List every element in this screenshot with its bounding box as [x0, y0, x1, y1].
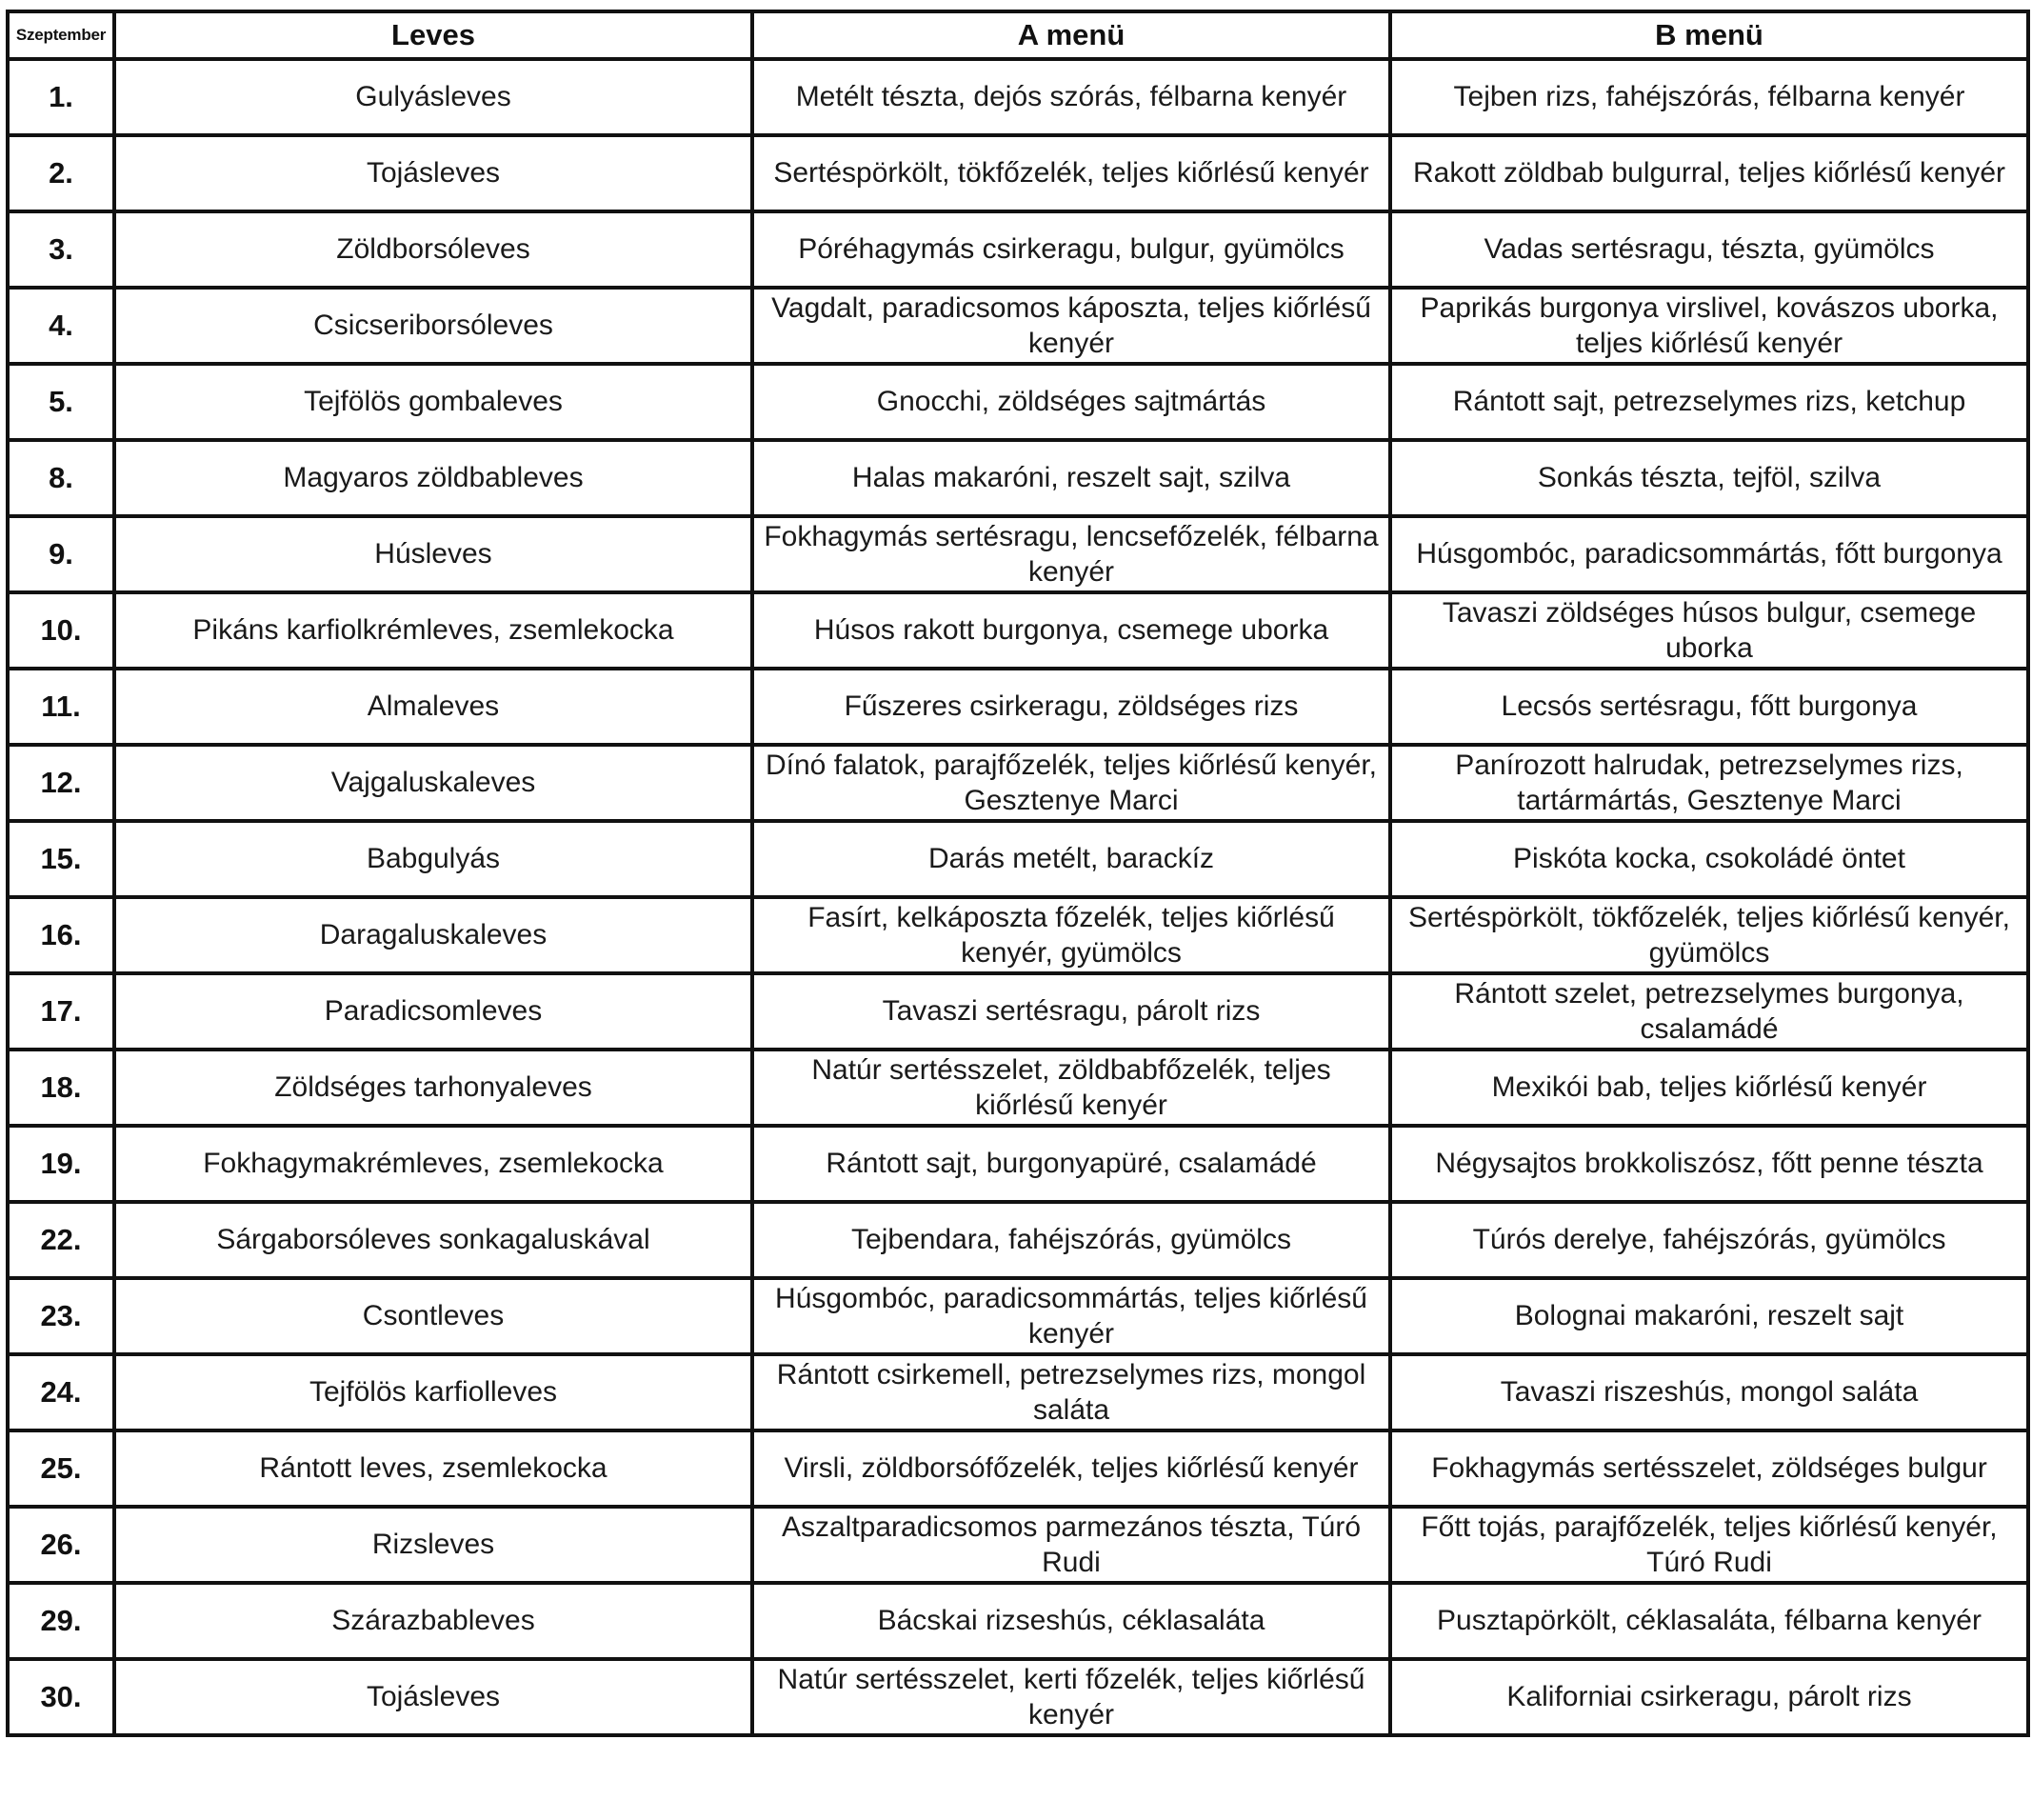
menu-b-cell: Piskóta kocka, csokoládé öntet	[1390, 821, 2028, 897]
menu-b-cell: Lecsós sertésragu, főtt burgonya	[1390, 669, 2028, 745]
menu-a-cell: Natúr sertésszelet, kerti főzelék, teljes kiőrlésű kenyér	[752, 1659, 1390, 1735]
menu-a-cell: Halas makaróni, reszelt sajt, szilva	[752, 440, 1390, 516]
table-row	[8, 516, 2028, 592]
day-cell: 4.	[8, 288, 114, 364]
table-row	[8, 821, 2028, 897]
soup-cell: Gulyásleves	[114, 59, 752, 135]
menu-b-cell: Tejben rizs, fahéjszórás, félbarna kenyér	[1390, 59, 2028, 135]
menu-table-body	[8, 59, 2028, 1735]
day-cell: 25.	[8, 1430, 114, 1507]
menu-b-cell: Sertéspörkölt, tökfőzelék, teljes kiőrlésű kenyér, gyümölcs	[1390, 897, 2028, 973]
table-row	[8, 745, 2028, 821]
soup-cell: Rizsleves	[114, 1507, 752, 1583]
header-row	[8, 11, 2028, 59]
soup-cell: Vajgaluskaleves	[114, 745, 752, 821]
menu-a-cell: Póréhagymás csirkeragu, bulgur, gyümölcs	[752, 211, 1390, 288]
soup-cell: Csontleves	[114, 1278, 752, 1354]
menu-b-cell: Rántott szelet, petrezselymes burgonya, csalamádé	[1390, 973, 2028, 1050]
day-cell: 12.	[8, 745, 114, 821]
menu-a-column-header: A menü	[752, 11, 1390, 59]
soup-cell: Csicseriborsóleves	[114, 288, 752, 364]
soup-cell: Tojásleves	[114, 1659, 752, 1735]
menu-b-cell: Túrós derelye, fahéjszórás, gyümölcs	[1390, 1202, 2028, 1278]
day-cell: 29.	[8, 1583, 114, 1659]
menu-a-cell: Húsgombóc, paradicsommártás, teljes kiőrlésű kenyér	[752, 1278, 1390, 1354]
menu-a-cell: Fasírt, kelkáposzta főzelék, teljes kiőrlésű kenyér, gyümölcs	[752, 897, 1390, 973]
table-row	[8, 1507, 2028, 1583]
day-cell: 17.	[8, 973, 114, 1050]
table-row	[8, 1202, 2028, 1278]
table-row	[8, 59, 2028, 135]
day-cell: 26.	[8, 1507, 114, 1583]
menu-b-cell: Tavaszi riszeshús, mongol saláta	[1390, 1354, 2028, 1430]
soup-cell: Magyaros zöldbableves	[114, 440, 752, 516]
soup-cell: Daragaluskaleves	[114, 897, 752, 973]
day-cell: 16.	[8, 897, 114, 973]
table-row	[8, 1050, 2028, 1126]
menu-b-cell: Sonkás tészta, tejföl, szilva	[1390, 440, 2028, 516]
table-row	[8, 1126, 2028, 1202]
menu-a-cell: Fokhagymás sertésragu, lencsefőzelék, félbarna kenyér	[752, 516, 1390, 592]
soup-cell: Fokhagymakrémleves, zsemlekocka	[114, 1126, 752, 1202]
menu-a-cell: Natúr sertésszelet, zöldbabfőzelék, teljes kiőrlésű kenyér	[752, 1050, 1390, 1126]
table-row	[8, 440, 2028, 516]
soup-cell: Sárgaborsóleves sonkagaluskával	[114, 1202, 752, 1278]
menu-a-cell: Bácskai rizseshús, céklasaláta	[752, 1583, 1390, 1659]
soup-cell: Szárazbableves	[114, 1583, 752, 1659]
day-cell: 1.	[8, 59, 114, 135]
menu-a-cell: Sertéspörkölt, tökfőzelék, teljes kiőrlésű kenyér	[752, 135, 1390, 211]
menu-b-cell: Fokhagymás sertésszelet, zöldséges bulgur	[1390, 1430, 2028, 1507]
menu-table	[6, 10, 2030, 1737]
menu-b-cell: Paprikás burgonya virslivel, kovászos uborka, teljes kiőrlésű kenyér	[1390, 288, 2028, 364]
soup-cell: Almaleves	[114, 669, 752, 745]
menu-b-cell: Mexikói bab, teljes kiőrlésű kenyér	[1390, 1050, 2028, 1126]
table-row	[8, 288, 2028, 364]
day-cell: 2.	[8, 135, 114, 211]
table-row	[8, 973, 2028, 1050]
table-row	[8, 592, 2028, 669]
menu-a-cell: Virsli, zöldborsófőzelék, teljes kiőrlésű kenyér	[752, 1430, 1390, 1507]
menu-a-cell: Rántott csirkemell, petrezselymes rizs, mongol saláta	[752, 1354, 1390, 1430]
day-cell: 19.	[8, 1126, 114, 1202]
menu-table-header	[8, 11, 2028, 59]
menu-b-cell: Tavaszi zöldséges húsos bulgur, csemege uborka	[1390, 592, 2028, 669]
table-row	[8, 211, 2028, 288]
day-cell: 15.	[8, 821, 114, 897]
soup-cell: Zöldborsóleves	[114, 211, 752, 288]
day-cell: 8.	[8, 440, 114, 516]
menu-a-cell: Gnocchi, zöldséges sajtmártás	[752, 364, 1390, 440]
menu-a-cell: Tejbendara, fahéjszórás, gyümölcs	[752, 1202, 1390, 1278]
soup-cell: Babgulyás	[114, 821, 752, 897]
month-header: Szeptember	[8, 11, 114, 59]
menu-b-cell: Rakott zöldbab bulgurral, teljes kiőrlésű kenyér	[1390, 135, 2028, 211]
day-cell: 30.	[8, 1659, 114, 1735]
soup-cell: Rántott leves, zsemlekocka	[114, 1430, 752, 1507]
menu-a-cell: Tavaszi sertésragu, párolt rizs	[752, 973, 1390, 1050]
soup-column-header: Leves	[114, 11, 752, 59]
menu-b-column-header: B menü	[1390, 11, 2028, 59]
menu-a-cell: Fűszeres csirkeragu, zöldséges rizs	[752, 669, 1390, 745]
table-row	[8, 1278, 2028, 1354]
menu-b-cell: Pusztapörkölt, céklasaláta, félbarna kenyér	[1390, 1583, 2028, 1659]
table-row	[8, 669, 2028, 745]
menu-a-cell: Dínó falatok, parajfőzelék, teljes kiőrlésű kenyér, Gesztenye Marci	[752, 745, 1390, 821]
soup-cell: Paradicsomleves	[114, 973, 752, 1050]
day-cell: 22.	[8, 1202, 114, 1278]
soup-cell: Tejfölös karfiolleves	[114, 1354, 752, 1430]
menu-b-cell: Panírozott halrudak, petrezselymes rizs, tartármártás, Gesztenye Marci	[1390, 745, 2028, 821]
menu-b-cell: Vadas sertésragu, tészta, gyümölcs	[1390, 211, 2028, 288]
day-cell: 9.	[8, 516, 114, 592]
table-row	[8, 897, 2028, 973]
soup-cell: Zöldséges tarhonyaleves	[114, 1050, 752, 1126]
table-row	[8, 1354, 2028, 1430]
table-row	[8, 1583, 2028, 1659]
day-cell: 11.	[8, 669, 114, 745]
day-cell: 10.	[8, 592, 114, 669]
menu-b-cell: Kaliforniai csirkeragu, párolt rizs	[1390, 1659, 2028, 1735]
table-row	[8, 135, 2028, 211]
menu-a-cell: Darás metélt, barackíz	[752, 821, 1390, 897]
table-row	[8, 364, 2028, 440]
menu-b-cell: Főtt tojás, parajfőzelék, teljes kiőrlésű kenyér, Túró Rudi	[1390, 1507, 2028, 1583]
menu-b-cell: Rántott sajt, petrezselymes rizs, ketchup	[1390, 364, 2028, 440]
menu-a-cell: Metélt tészta, dejós szórás, félbarna kenyér	[752, 59, 1390, 135]
soup-cell: Pikáns karfiolkrémleves, zsemlekocka	[114, 592, 752, 669]
day-cell: 18.	[8, 1050, 114, 1126]
table-row	[8, 1659, 2028, 1735]
soup-cell: Tojásleves	[114, 135, 752, 211]
day-cell: 24.	[8, 1354, 114, 1430]
menu-a-cell: Rántott sajt, burgonyapüré, csalamádé	[752, 1126, 1390, 1202]
menu-b-cell: Húsgombóc, paradicsommártás, főtt burgonya	[1390, 516, 2028, 592]
soup-cell: Tejfölös gombaleves	[114, 364, 752, 440]
day-cell: 3.	[8, 211, 114, 288]
menu-b-cell: Négysajtos brokkoliszósz, főtt penne tészta	[1390, 1126, 2028, 1202]
soup-cell: Húsleves	[114, 516, 752, 592]
menu-a-cell: Aszaltparadicsomos parmezános tészta, Túró Rudi	[752, 1507, 1390, 1583]
menu-a-cell: Húsos rakott burgonya, csemege uborka	[752, 592, 1390, 669]
day-cell: 23.	[8, 1278, 114, 1354]
menu-b-cell: Bolognai makaróni, reszelt sajt	[1390, 1278, 2028, 1354]
day-cell: 5.	[8, 364, 114, 440]
menu-a-cell: Vagdalt, paradicsomos káposzta, teljes kiőrlésű kenyér	[752, 288, 1390, 364]
table-row	[8, 1430, 2028, 1507]
